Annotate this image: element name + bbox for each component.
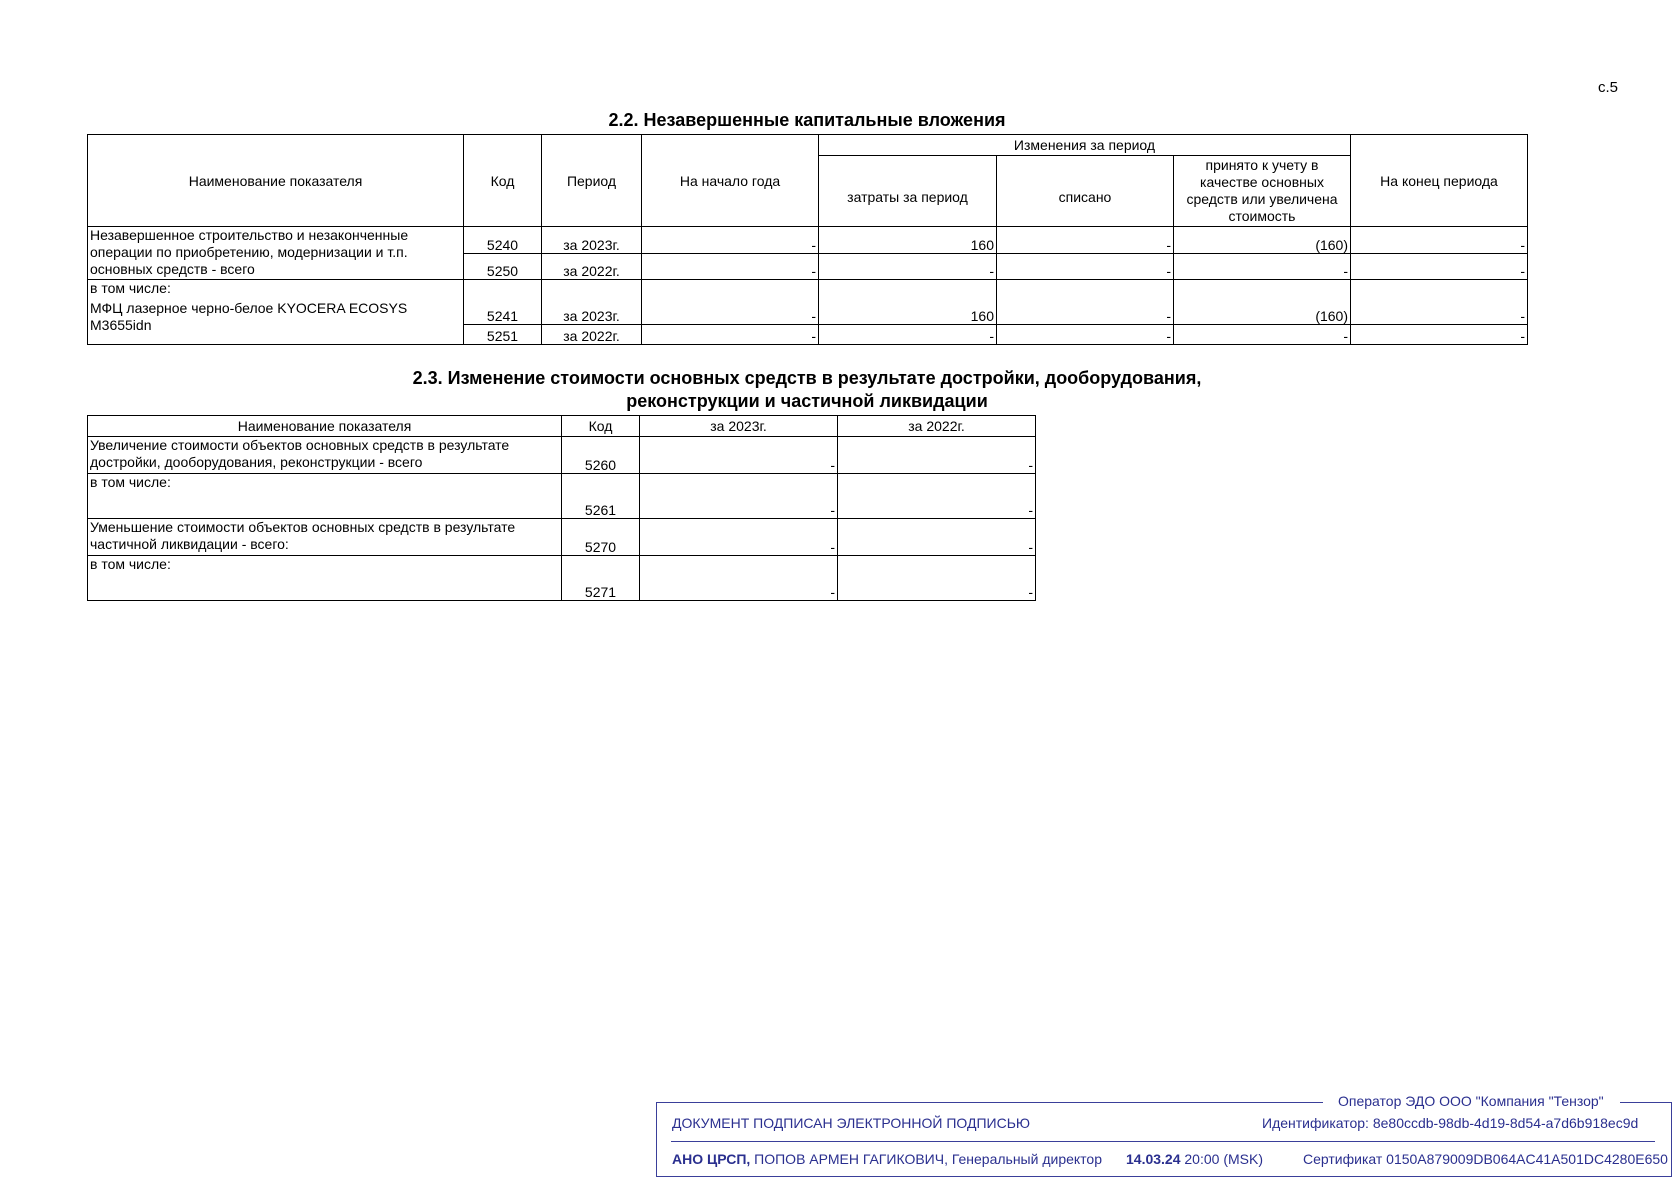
stamp-right-line	[1671, 1102, 1672, 1177]
value-2023: -	[640, 556, 838, 601]
section-2-3-title	[87, 367, 1527, 413]
row-label: в том числе:	[88, 556, 562, 601]
table-row	[88, 437, 1036, 474]
costs-cell: 160	[819, 280, 997, 325]
accepted-cell: -	[1174, 325, 1351, 345]
end-cell: -	[1351, 280, 1528, 325]
row-label: Уменьшение стоимости объектов основных средств в результате частичной ликвидации - всего:	[88, 519, 562, 556]
header-start: На начало года	[642, 135, 819, 227]
accepted-cell: (160)	[1174, 227, 1351, 254]
stamp-signed-text: ДОКУМЕНТ ПОДПИСАН ЭЛЕКТРОННОЙ ПОДПИСЬЮ	[672, 1115, 1031, 1131]
row-label: в том числе:	[88, 474, 562, 519]
value-2022: -	[838, 474, 1036, 519]
value-2023: -	[640, 519, 838, 556]
table-row	[88, 519, 1036, 556]
start-cell: -	[642, 254, 819, 280]
header-period: Период	[542, 135, 642, 227]
stamp-bottom-line	[656, 1176, 1672, 1177]
code-cell: 5260	[562, 437, 640, 474]
period-cell: за 2023г.	[542, 280, 642, 325]
section-2-2-title: 2.2. Незавершенные капитальные вложения	[608, 110, 1006, 130]
header-2022: за 2022г.	[838, 416, 1036, 437]
stamp-top-line-right	[1620, 1102, 1672, 1103]
row-label-line: в том числе:	[90, 280, 171, 296]
stamp-top-line-left	[656, 1102, 1323, 1103]
stamp-separator	[671, 1141, 1655, 1142]
capital-investments-table	[87, 134, 1528, 345]
header-code: Код	[464, 135, 542, 227]
written-off-cell: -	[997, 325, 1174, 345]
header-name: Наименование показателя	[88, 135, 464, 227]
code-cell: 5261	[562, 474, 640, 519]
period-cell: за 2022г.	[542, 325, 642, 345]
table-row	[88, 474, 1036, 519]
section-2-3-title-line1: 2.3. Изменение стоимости основных средств в результате достройки, дооборудования,	[412, 368, 1202, 388]
start-cell: -	[642, 280, 819, 325]
value-2023: -	[640, 437, 838, 474]
stamp-signer: ПОПОВ АРМЕН ГАГИКОВИЧ, Генеральный директор	[754, 1151, 1103, 1167]
value-2023: -	[640, 474, 838, 519]
costs-cell: 160	[819, 227, 997, 254]
row-label: Увеличение стоимости объектов основных средств в результате достройки, дооборудования, реконструкции - всего	[88, 437, 562, 474]
value-2022: -	[838, 437, 1036, 474]
costs-cell: -	[819, 325, 997, 345]
table-row	[88, 556, 1036, 601]
header-code: Код	[562, 416, 640, 437]
row-label	[88, 280, 464, 345]
code-cell: 5240	[464, 227, 542, 254]
stamp-signer-line	[672, 1151, 1102, 1167]
accepted-cell: -	[1174, 254, 1351, 280]
stamp-org: АНО ЦРСП,	[672, 1151, 751, 1167]
row-label-line: МФЦ лазерное черно-белое KYOCERA ECOSYS M3655idn	[90, 300, 408, 333]
accepted-cell: (160)	[1174, 280, 1351, 325]
header-name: Наименование показателя	[88, 416, 562, 437]
header-costs: затраты за период	[819, 156, 997, 227]
start-cell: -	[642, 227, 819, 254]
header-2023: за 2023г.	[640, 416, 838, 437]
code-cell: 5241	[464, 280, 542, 325]
stamp-left-line	[656, 1102, 657, 1177]
value-2022: -	[838, 519, 1036, 556]
stamp-identifier: Идентификатор: 8e80ccdb-98db-4d19-8d54-a7d6b918ec9d	[1262, 1115, 1639, 1131]
header-accepted: принято к учету в качестве основных средств или увеличена стоимость	[1174, 156, 1351, 227]
costs-cell: -	[819, 254, 997, 280]
code-cell: 5250	[464, 254, 542, 280]
stamp-date: 14.03.24	[1126, 1151, 1181, 1167]
written-off-cell: -	[997, 254, 1174, 280]
end-cell: -	[1351, 254, 1528, 280]
end-cell: -	[1351, 325, 1528, 345]
code-cell: 5271	[562, 556, 640, 601]
value-2022: -	[838, 556, 1036, 601]
stamp-operator: Оператор ЭДО ООО "Компания "Тензор"	[1338, 1093, 1604, 1109]
period-cell: за 2022г.	[542, 254, 642, 280]
end-cell: -	[1351, 227, 1528, 254]
fixed-assets-change-table	[87, 415, 1036, 601]
table-row	[88, 227, 1528, 254]
header-changes: Изменения за период	[819, 135, 1351, 156]
header-end: На конец периода	[1351, 135, 1528, 227]
start-cell: -	[642, 325, 819, 345]
table-row	[88, 280, 1528, 325]
stamp-datetime	[1126, 1151, 1263, 1167]
code-cell: 5270	[562, 519, 640, 556]
period-cell: за 2023г.	[542, 227, 642, 254]
code-cell: 5251	[464, 325, 542, 345]
written-off-cell: -	[997, 280, 1174, 325]
stamp-certificate: Сертификат 0150A879009DB064AC41A501DC4280E650	[1303, 1151, 1668, 1167]
section-2-3-title-line2: реконструкции и частичной ликвидации	[626, 391, 988, 411]
header-written-off: списано	[997, 156, 1174, 227]
stamp-time: 20:00 (MSK)	[1184, 1151, 1263, 1167]
written-off-cell: -	[997, 227, 1174, 254]
page-number: с.5	[1598, 79, 1619, 96]
row-label: Незавершенное строительство и незаконченные операции по приобретению, модернизации и т.п. основных средств - всего	[88, 227, 464, 280]
